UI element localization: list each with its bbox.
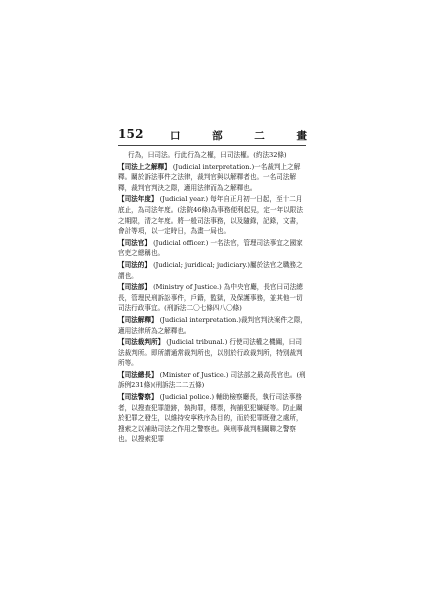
continuation-text: 行為，曰司法。行此行為之權，曰司法權。(約法32條) (128, 151, 287, 159)
entry-definition: (Judicial police.) 輔助檢察廳長，執行司法事務者，以搜查犯罪證跡，執拘罪，傳票，拘捕犯犯嫌疑等。防止關於犯罪之發生，以維持安寧秩序為目的，而於犯罪既發之處所，搜索之以補助司法之作用之警察也。與刑事裁判相關聯之警察也。以搜索犯罪 (118, 393, 303, 444)
entry-term: 司法年度 (124, 195, 151, 204)
entry-term: 司法裁判所 (124, 338, 158, 347)
page-header (118, 127, 321, 146)
entry-term: 司法總長 (124, 370, 151, 379)
entry-term: 司法部 (124, 283, 145, 292)
dictionary-entry: 【司法年度】 (Judicial year.) 每年自正月初一日起，至十二月底止，為司法年度。(法院46條)為事務便利起見，定一年以限法之期限，清之年度。將一般司法事務，以及隨錄，記錄，文書，會計等項，以一定時日，為畫一局也。 (118, 195, 303, 236)
entry-definition: (Judicial year.) 每年自正月初一日起，至十二月底止，為司法年度。(法院46條)為事務便利起見，定一年以限法之期限，清之年度。將一般司法事務，以及隨錄，記錄，文書，會計等項，以一定時日，為畫一局也。 (118, 195, 303, 236)
entry-term: 司法的 (124, 260, 145, 269)
entry-definition: (Judicial interpretation.)裁判官判決案件之際，適用法律所為之解釋也。 (118, 315, 307, 335)
entry-definition: (Judicial interpretation.)一名裁判上之解釋。關於訴法事件之法律，裁判官與以解釋者也。一名司法解釋，裁判官判決之際，適用法律而為之解釋也。 (118, 162, 301, 192)
section-title: 口 部 二 畫 (170, 130, 321, 142)
dictionary-entry: 【司法上之解釋】 (Judicial interpretation.)一名裁判上之解釋。關於訴法事件之法律，裁判官與以解釋者也。一名司法解釋，裁判官判決之際，適用法律而為之解釋也。 (118, 162, 301, 192)
dictionary-entry: 【司法警察】 (Judicial police.) 輔助檢察廳長，執行司法事務者，以搜查犯罪證跡，執拘罪，傳票，拘捕犯犯嫌疑等。防止關於犯罪之發生，以維持安寧秩序為目的，而於犯罪既發之處所，搜索之以補助司法之作用之警察也。與刑事裁判相關聯之警察也。以搜索犯罪 (118, 393, 303, 444)
dictionary-entry: 【司法裁判所】 (Judicial tribunal.) 行使司法權之機關，曰司法裁判所。即所謂通常裁判所也，以別於行政裁判所，特別裁判所等。 (118, 338, 303, 368)
dictionary-entry: 【司法解釋】 (Judicial interpretation.)裁判官判決案件之際，適用法律所為之解釋也。 (118, 315, 307, 335)
entry-term: 司法解釋 (124, 315, 151, 324)
entry-term: 司法警察 (124, 393, 151, 402)
entry-definition: (Judicial tribunal.) 行使司法權之機關，曰司法裁判所。即所謂通常裁判所也，以別於行政裁判所，特別裁判所等。 (118, 338, 303, 368)
dictionary-entry: 【司法的】 (Judicial; juridical; judiciary.)屬於法官之職務之謂也。 (118, 260, 303, 280)
entry-term: 司法官 (124, 238, 145, 247)
entry-term: 司法上之解釋 (124, 162, 165, 171)
entry-definition: (Judicial officer.) 一名法官，管理司法事宜之國家官吏之總稱也。 (118, 238, 303, 258)
dictionary-entry: 【司法部】 (Ministry of Justice.) 為中央官廳，長官曰司法總長，管理民刑訴訟事件，戶籍，監獄，及保護事務，並其他一切司法行政事宜。(刑訴法二〇七條四八〇條) (118, 283, 303, 313)
dictionary-entry: 【司法官】 (Judicial officer.) 一名法官，管理司法事宜之國家官吏之總稱也。 (118, 238, 303, 258)
page-number: 152 (118, 127, 144, 141)
dictionary-body (118, 150, 308, 446)
entry-definition: (Judicial; juridical; judiciary.)屬於法官之職務之謂也。 (118, 260, 303, 280)
entry-definition: (Minister of Justice.) 司法部之最高長官也。(刑訴例231條)(刑訴法二二五條) (118, 370, 306, 390)
entry-definition: (Ministry of Justice.) 為中央官廳，長官曰司法總長，管理民刑訴訟事件，戶籍，監獄，及保護事務，並其他一切司法行政事宜。(刑訴法二〇七條四八〇條) (118, 283, 303, 313)
dictionary-entry: 【司法總長】 (Minister of Justice.) 司法部之最高長官也。(刑訴例231條)(刑訴法二二五條) (118, 370, 306, 390)
